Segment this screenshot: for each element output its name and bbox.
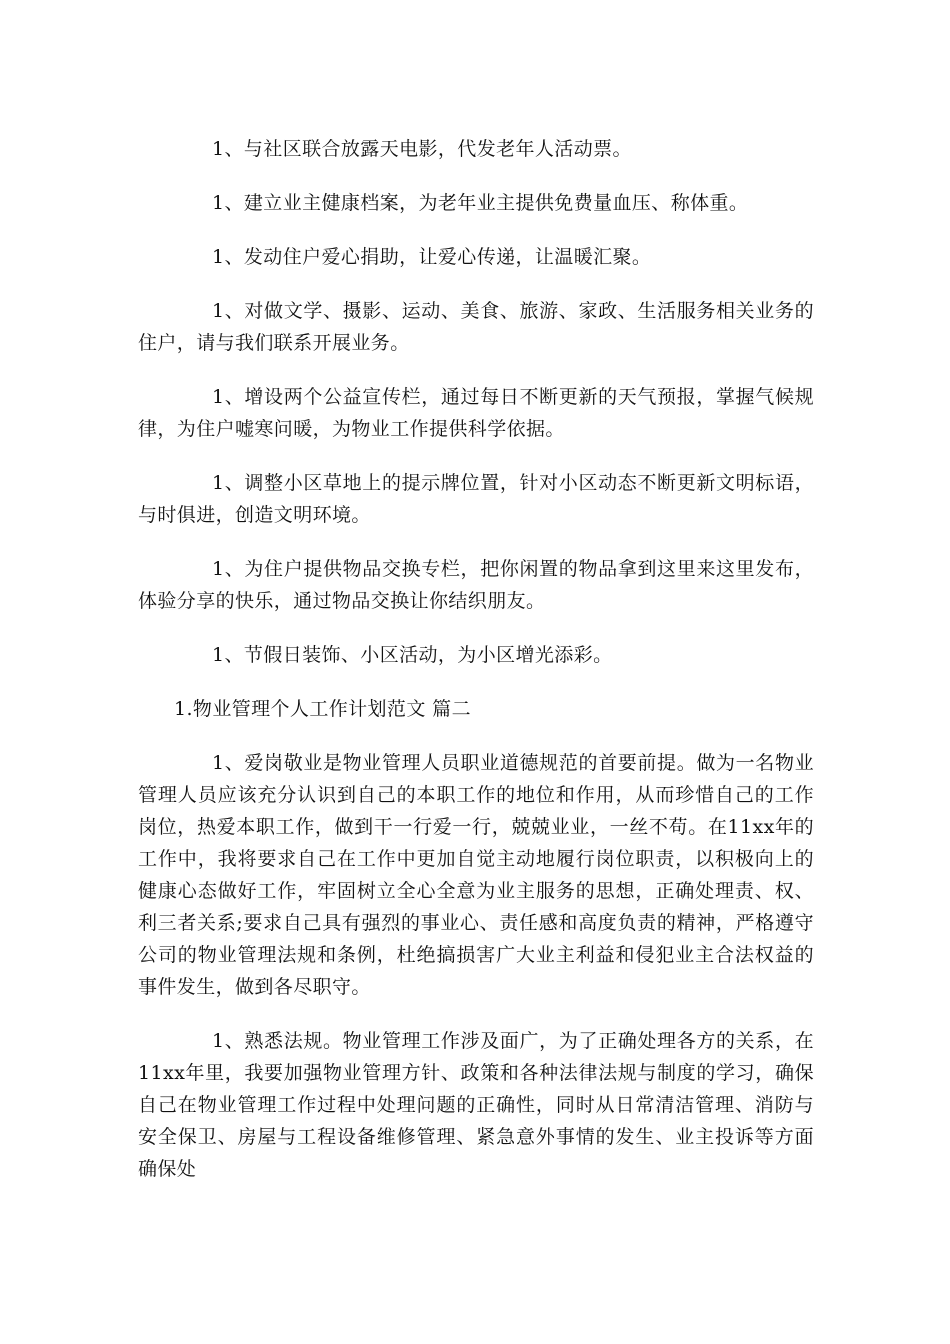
paragraph-charity-donation: 1、发动住户爱心捐助，让爱心传递，让温暖汇聚。 [212,246,652,268]
document-body [138,133,814,1207]
paragraph-professional-dedication: 1、爱岗敬业是物业管理人员职业道德规范的首要前提。做为一名物业管理人员应该充分认识到自己的本职工作的地位和作用，从而珍惜自己的工作岗位，热爱本职工作，做到干一行爱一行，兢兢业业，一丝不苟。在11xx年的工作中，我将要求自己在工作中更加自觉主动地履行岗位职责，以积极向上的健康心态做好工作，牢固树立全心全意为业主服务的思想，正确处理责、权、利三者关系;要求自己具有强烈的事业心、责任感和高度负责的精神，严格遵守公司的物业管理法规和条例，杜绝搞损害广大业主利益和侵犯业主合法权益的事件发生，做到各尽职守。 [138,752,814,998]
paragraph-outdoor-movie: 1、与社区联合放露天电影，代发老年人活动票。 [212,138,632,160]
paragraph-sign-adjustment: 1、调整小区草地上的提示牌位置，针对小区动态不断更新文明标语，与时俱进，创造文明环境。 [138,472,814,526]
paragraph-business-contact: 1、对做文学、摄影、运动、美食、旅游、家政、生活服务相关业务的住户，请与我们联系开展业务。 [138,300,814,354]
paragraph-item-exchange: 1、为住户提供物品交换专栏，把你闲置的物品拿到这里来这里发布，体验分享的快乐，通过物品交换让你结织朋友。 [138,558,814,612]
paragraph-bulletin-boards: 1、增设两个公益宣传栏，通过每日不断更新的天气预报，掌握气候规律，为住户嘘寒问暖，为物业工作提供科学依据。 [138,386,814,440]
paragraph-holiday-decoration: 1、节假日装饰、小区活动，为小区增光添彩。 [212,644,613,666]
section-heading: 1.物业管理个人工作计划范文 篇二 [174,698,471,720]
paragraph-health-records: 1、建立业主健康档案，为老年业主提供免费量血压、称体重。 [212,192,749,214]
paragraph-regulations: 1、熟悉法规。物业管理工作涉及面广，为了正确处理各方的关系，在11xx年里，我要加强物业管理方针、政策和各种法律法规与制度的学习，确保自己在物业管理工作过程中处理问题的正确性，同时从日常清洁管理、消防与安全保卫、房屋与工程设备维修管理、紧急意外事情的发生、业主投诉等方面确保处 [138,1030,814,1180]
